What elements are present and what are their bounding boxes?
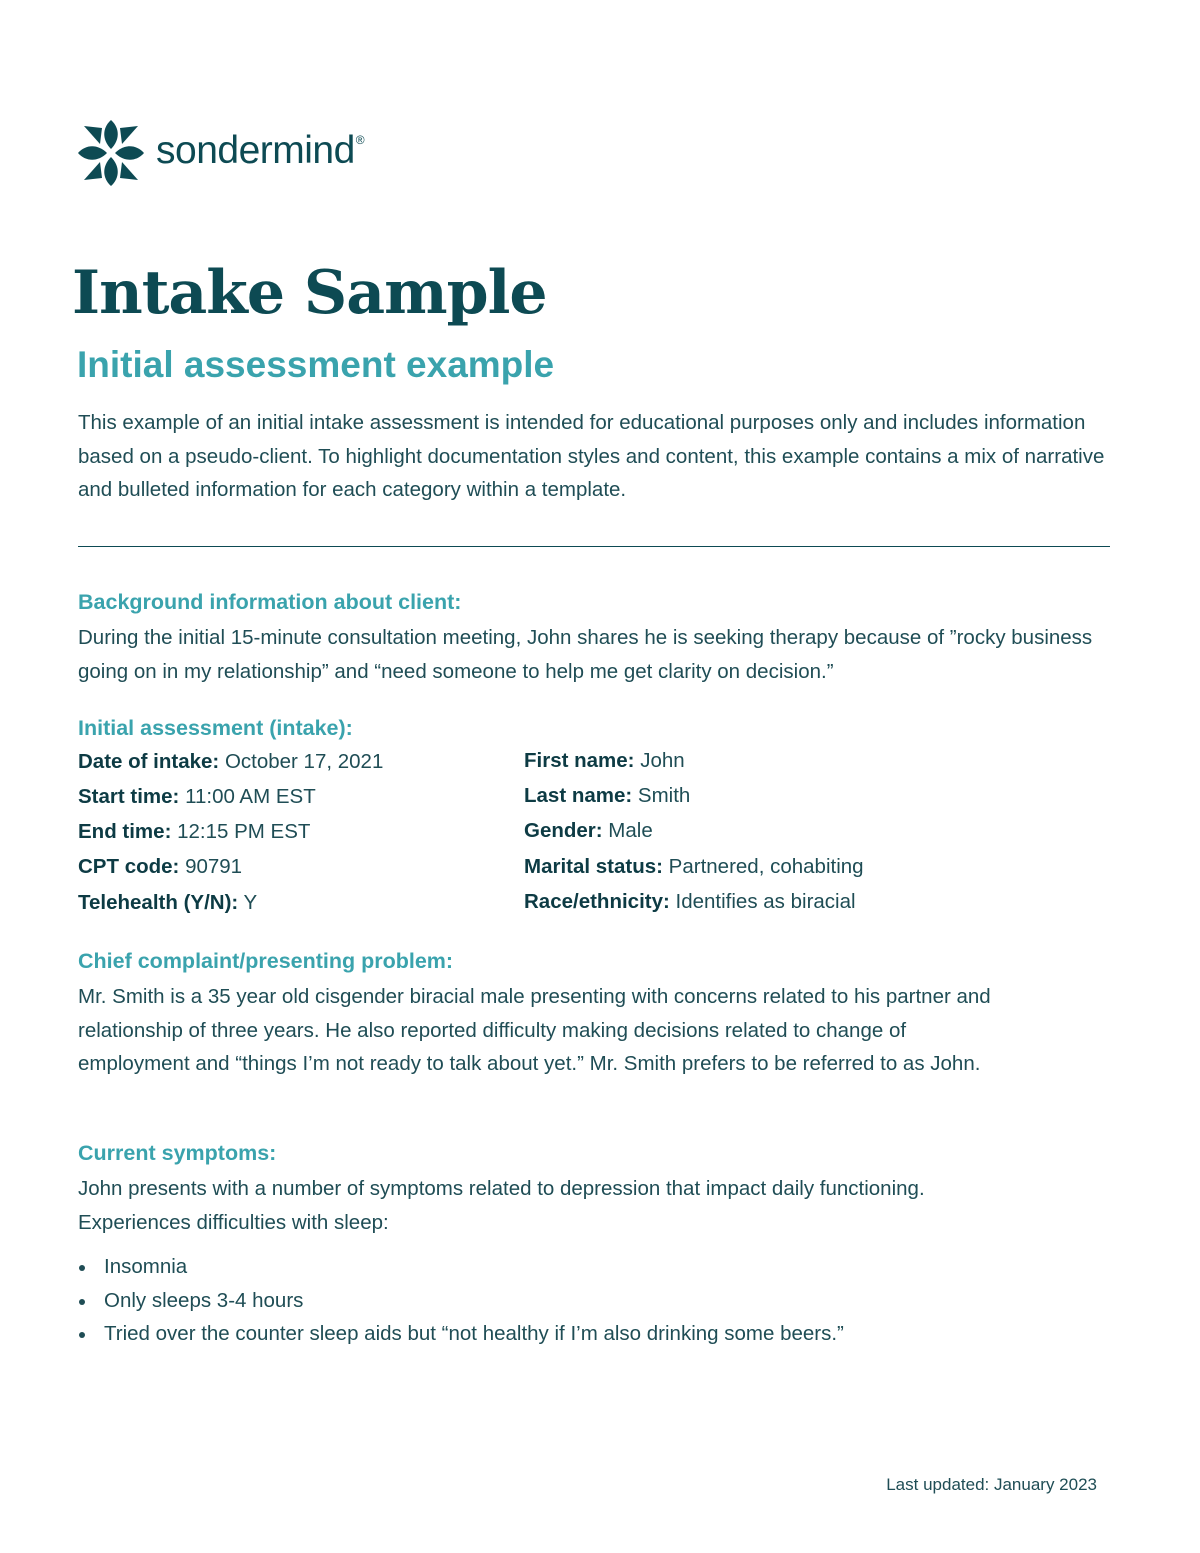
list-item: Tried over the counter sleep aids but “not healthy if I’m also drinking some beers.”	[78, 1317, 844, 1351]
background-text: During the initial 15-minute consultation meeting, John shares he is seeking therapy because of ”rocky business going on in my relationship” and “need someone to help me get clarity on decision.”	[78, 626, 1093, 683]
intake-field-start-time: Start time: 11:00 AM EST	[78, 785, 316, 808]
brand-logo	[76, 116, 364, 190]
symptoms-heading: Current symptoms:	[78, 1141, 277, 1165]
intake-field-cpt-code: CPT code: 90791	[78, 855, 243, 878]
intake-field-date: Date of intake: October 17, 2021	[78, 750, 384, 773]
last-updated: Last updated: January 2023	[886, 1475, 1097, 1494]
symptoms-list	[78, 1250, 844, 1351]
section-divider	[78, 546, 1110, 547]
bullet-icon	[79, 1299, 85, 1305]
intake-heading: Initial assessment (intake):	[78, 716, 353, 740]
list-item: Only sleeps 3-4 hours	[78, 1284, 844, 1318]
background-heading: Background information about client:	[78, 590, 462, 614]
intake-field-marital-status: Marital status: Partnered, cohabiting	[524, 855, 864, 878]
bullet-icon	[79, 1332, 85, 1338]
intake-field-first-name: First name: John	[524, 749, 685, 772]
page-title: Intake Sample	[72, 258, 547, 328]
intake-field-race-ethnicity: Race/ethnicity: Identifies as biracial	[524, 890, 856, 913]
brand-wordmark: sondermind®	[156, 129, 365, 172]
intake-field-gender: Gender: Male	[524, 819, 653, 842]
list-item: Insomnia	[78, 1250, 844, 1284]
page-subtitle: Initial assessment example	[77, 344, 555, 385]
complaint-text: Mr. Smith is a 35 year old cisgender biracial male presenting with concerns related to his partner and relationship of three years. He also reported difficulty making decisions related to change of employment and “things I’m not ready to talk about yet.” Mr. Smith prefers to be referred to as John.	[78, 985, 991, 1075]
sondermind-logo-icon	[76, 116, 146, 190]
intake-field-last-name: Last name: Smith	[524, 784, 691, 807]
intro-paragraph: This example of an initial intake assessment is intended for educational purposes only and includes information based on a pseudo-client. To highlight documentation styles and content, this example contains a mix of narrative and bulleted information for each category within a template.	[78, 411, 1105, 501]
intake-field-telehealth: Telehealth (Y/N): Y	[78, 891, 258, 914]
intake-field-end-time: End time: 12:15 PM EST	[78, 820, 311, 843]
bullet-icon	[79, 1265, 85, 1271]
symptoms-text: John presents with a number of symptoms related to depression that impact daily functioning. Experiences difficulties with sleep:	[78, 1177, 925, 1234]
complaint-heading: Chief complaint/presenting problem:	[78, 949, 454, 973]
